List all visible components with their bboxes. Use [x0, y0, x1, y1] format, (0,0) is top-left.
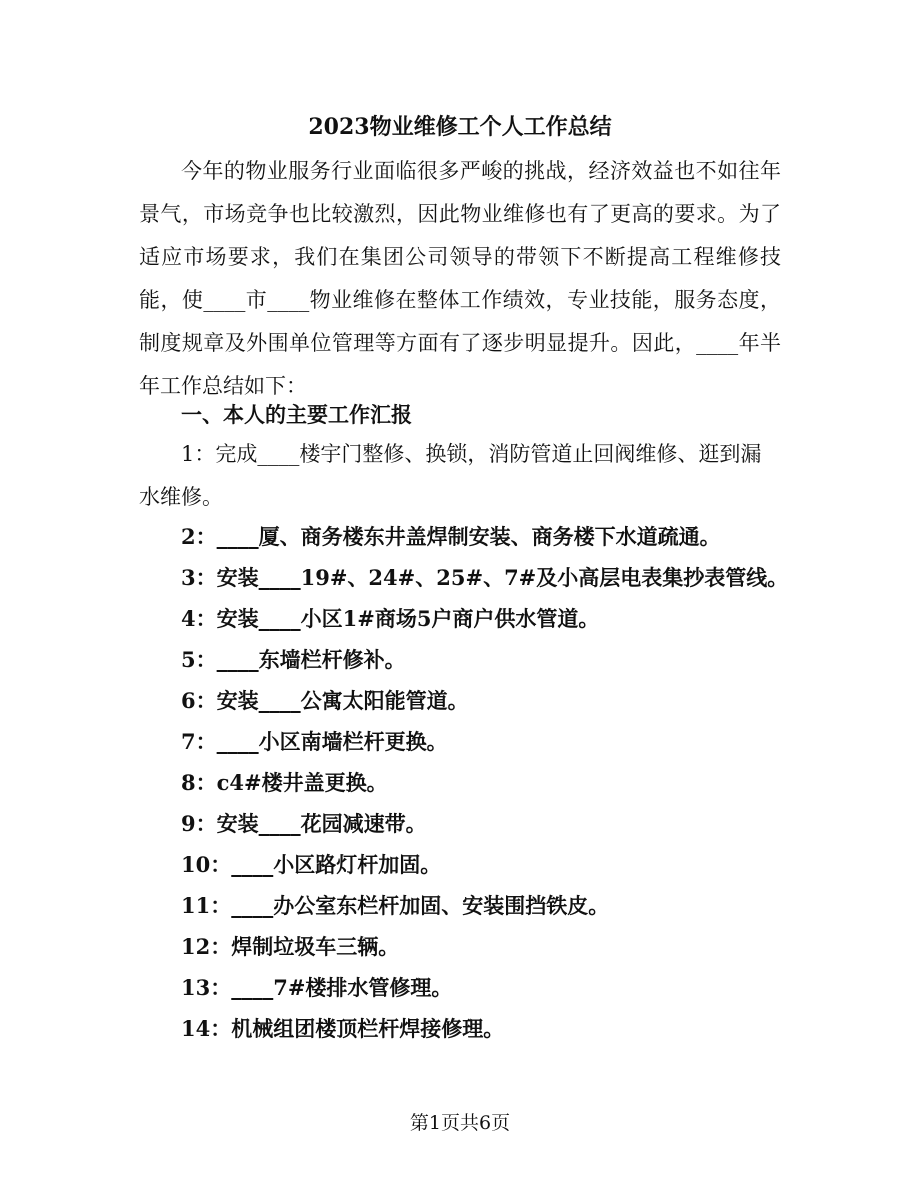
list-item-13: 13：____7#楼排水管修理。 — [181, 975, 453, 1000]
list-item-3: 3：安装____19#、24#、25#、7#及小高层电表集抄表管线。 — [181, 565, 789, 590]
list-item-7: 7：____小区南墙栏杆更换。 — [181, 729, 448, 754]
list-item-10: 10：____小区路灯杆加固。 — [181, 852, 442, 877]
list-item-9: 9：安装____花园减速带。 — [181, 811, 427, 836]
list-item-12: 12：焊制垃圾车三辆。 — [181, 934, 400, 959]
page-indicator: 第1页共6页 — [409, 1112, 511, 1134]
list-item-11: 11：____办公室东栏杆加固、安装围挡铁皮。 — [181, 893, 610, 918]
intro-paragraph: 今年的物业服务行业面临很多严峻的挑战，经济效益也不如往年景气，市场竞争也比较激烈，因此物业维修也有了更高的要求。为了适应市场要求，我们在集团公司领导的带领下不断提高工程维修技能，使____市____物业维修在整体工作绩效，专业技能，服务态度，制度规章及外围单位管理等方面有了逐步明显提升。因此，____年半年工作总结如下： — [139, 159, 781, 398]
list-item-1: 1：完成____楼宇门整修、换锁，消防管道止回阀维修、逛到漏水维修。 — [139, 442, 762, 509]
list-item-2: 2：____厦、商务楼东井盖焊制安装、商务楼下水道疏通。 — [181, 524, 721, 549]
list-item-5: 5：____东墙栏杆修补。 — [181, 647, 406, 672]
list-item-8: 8：c4#楼井盖更换。 — [181, 770, 388, 795]
section-heading: 一、本人的主要工作汇报 — [181, 402, 412, 427]
list-item-6: 6：安装____公寓太阳能管道。 — [181, 688, 469, 713]
list-item-14: 14：机械组团楼顶栏杆焊接修理。 — [181, 1016, 505, 1041]
document-title: 2023物业维修工个人工作总结 — [308, 114, 612, 140]
list-item-4: 4：安装____小区1#商场5户商户供水管道。 — [181, 606, 600, 631]
